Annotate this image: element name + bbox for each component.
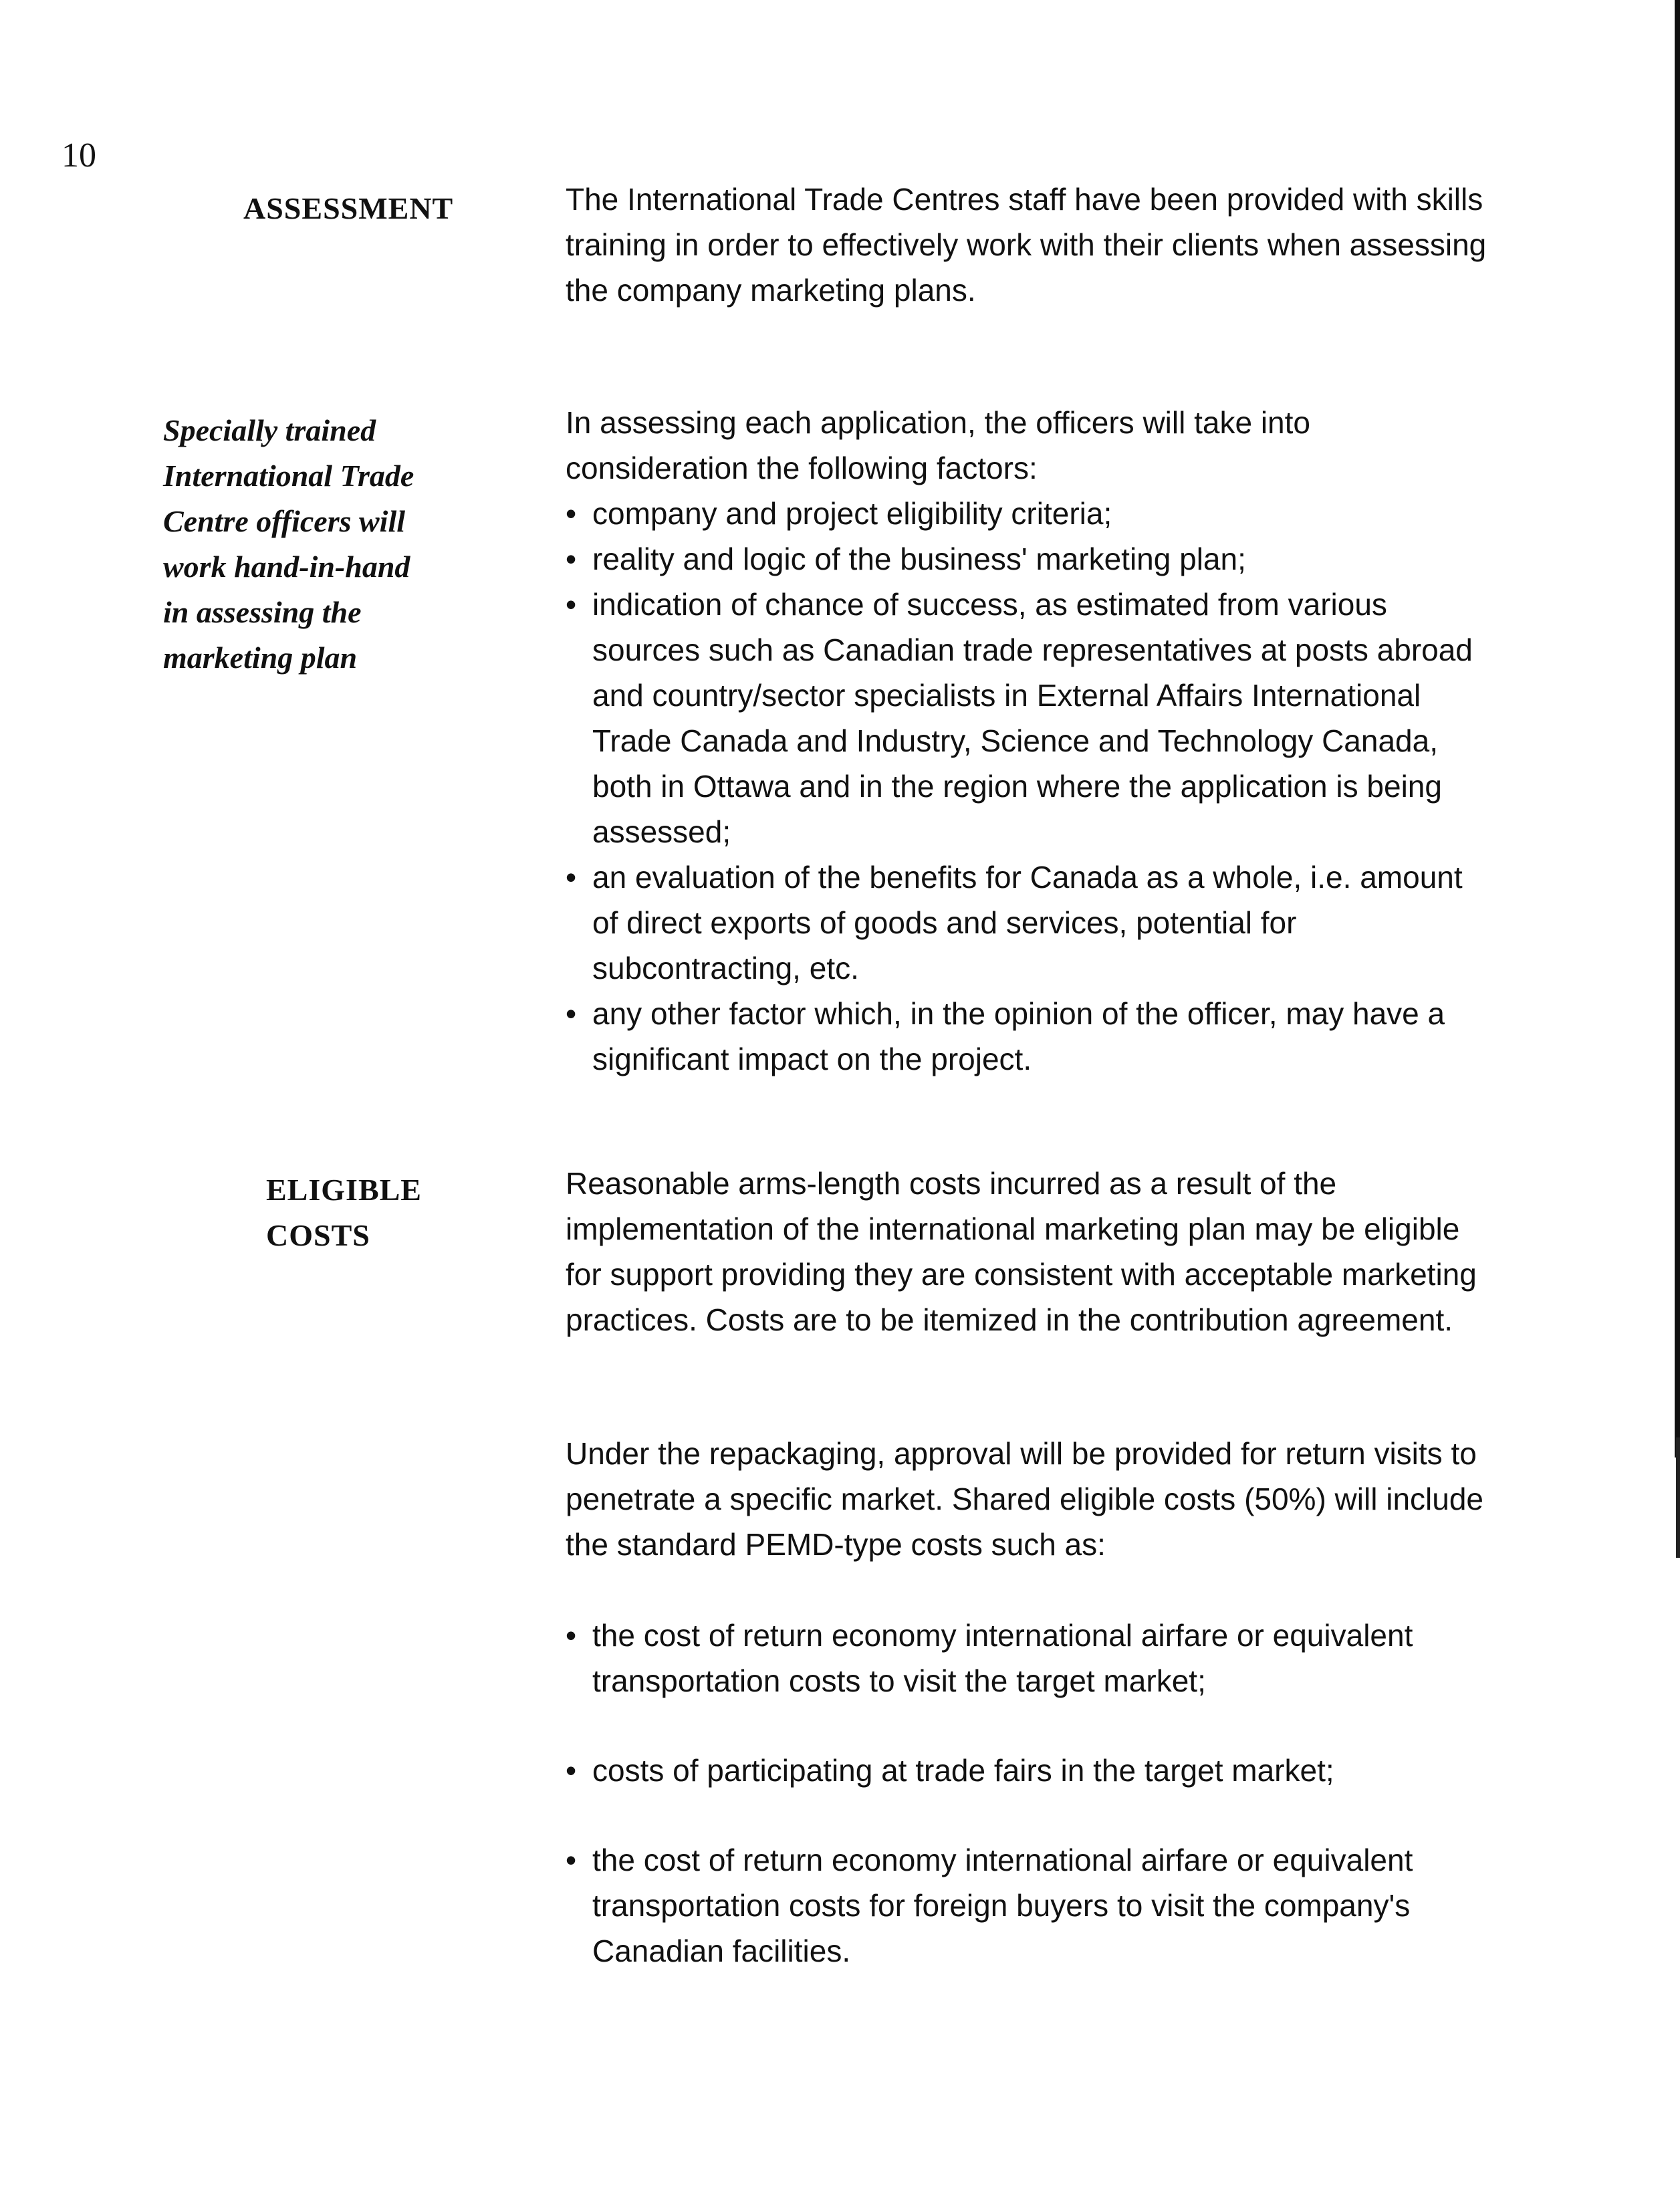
eligible-costs-paragraph: Under the repackaging, approval will be provided for return visits to penetrate a specific market. Shared eligible costs (50%) will include the standard PEMD-type costs such as: — [566, 1436, 1483, 1562]
eligible-costs-para1-block — [566, 1161, 1488, 1343]
scan-edge-shadow-lower — [1676, 1437, 1680, 1558]
sidenote-line: International Trade — [163, 459, 414, 493]
assessment-text — [566, 177, 1488, 313]
assessment-paragraph: The International Trade Centres staff have been provided with skills training in order to effectively work with their clients when assessing the company marketing plans. — [566, 182, 1487, 308]
eligible-costs-heading-line: COSTS — [266, 1218, 370, 1252]
scan-edge-shadow — [1675, 0, 1680, 1458]
page-number: 10 — [62, 136, 96, 175]
factor-item: • any other factor which, in the opinion of the officer, may have a significant impact on the project. — [566, 991, 1488, 1082]
factor-item: • indication of chance of success, as estimated from various sources such as Canadian trade representatives at posts abroad and country/sector specialists in External Affairs International Trade Canada and Industry, Science and Technology Canada, both in Ottawa and in the region where the application is being assessed; — [566, 582, 1488, 854]
factors-list — [566, 491, 1488, 1082]
eligible-costs-heading — [266, 1167, 422, 1258]
sidenote-line: work hand-in-hand — [163, 550, 410, 584]
sidenote-line: Centre officers will — [163, 504, 406, 538]
eligible-costs-para2-block — [566, 1431, 1488, 1567]
sidenote-line: in assessing the — [163, 595, 362, 629]
eligible-costs-list — [566, 1613, 1488, 1974]
sidenote-line: marketing plan — [163, 641, 358, 675]
sidenote — [163, 408, 414, 681]
eligible-costs-paragraph: Reasonable arms-length costs incurred as a result of the implementation of the international marketing plan may be eligible for support providing they are consistent with acceptable marketing practices. Costs are to be itemized in the contribution agreement. — [566, 1166, 1477, 1337]
factor-item: • an evaluation of the benefits for Canada as a whole, i.e. amount of direct exports of goods and services, potential for subcontracting, etc. — [566, 854, 1488, 991]
eligible-cost-item: • the cost of return economy international airfare or equivalent transportation costs to visit the target market; — [566, 1613, 1488, 1704]
eligible-cost-item: • costs of participating at trade fairs in the target market; — [566, 1748, 1488, 1793]
eligible-cost-item: • the cost of return economy international airfare or equivalent transportation costs for foreign buyers to visit the company's Canadian facilities. — [566, 1837, 1488, 1974]
eligible-costs-heading-line: ELIGIBLE — [266, 1173, 422, 1207]
eligible-costs-list-block — [566, 1613, 1488, 1974]
sidenote-line: Specially trained — [163, 413, 376, 447]
factor-item: • company and project eligibility criteria; — [566, 491, 1488, 536]
factors-intro: In assessing each application, the officers will take into consideration the following factors: — [566, 405, 1310, 485]
factor-item: • reality and logic of the business' marketing plan; — [566, 536, 1488, 582]
factors-block — [566, 400, 1488, 1082]
assessment-heading: ASSESSMENT — [243, 191, 454, 225]
